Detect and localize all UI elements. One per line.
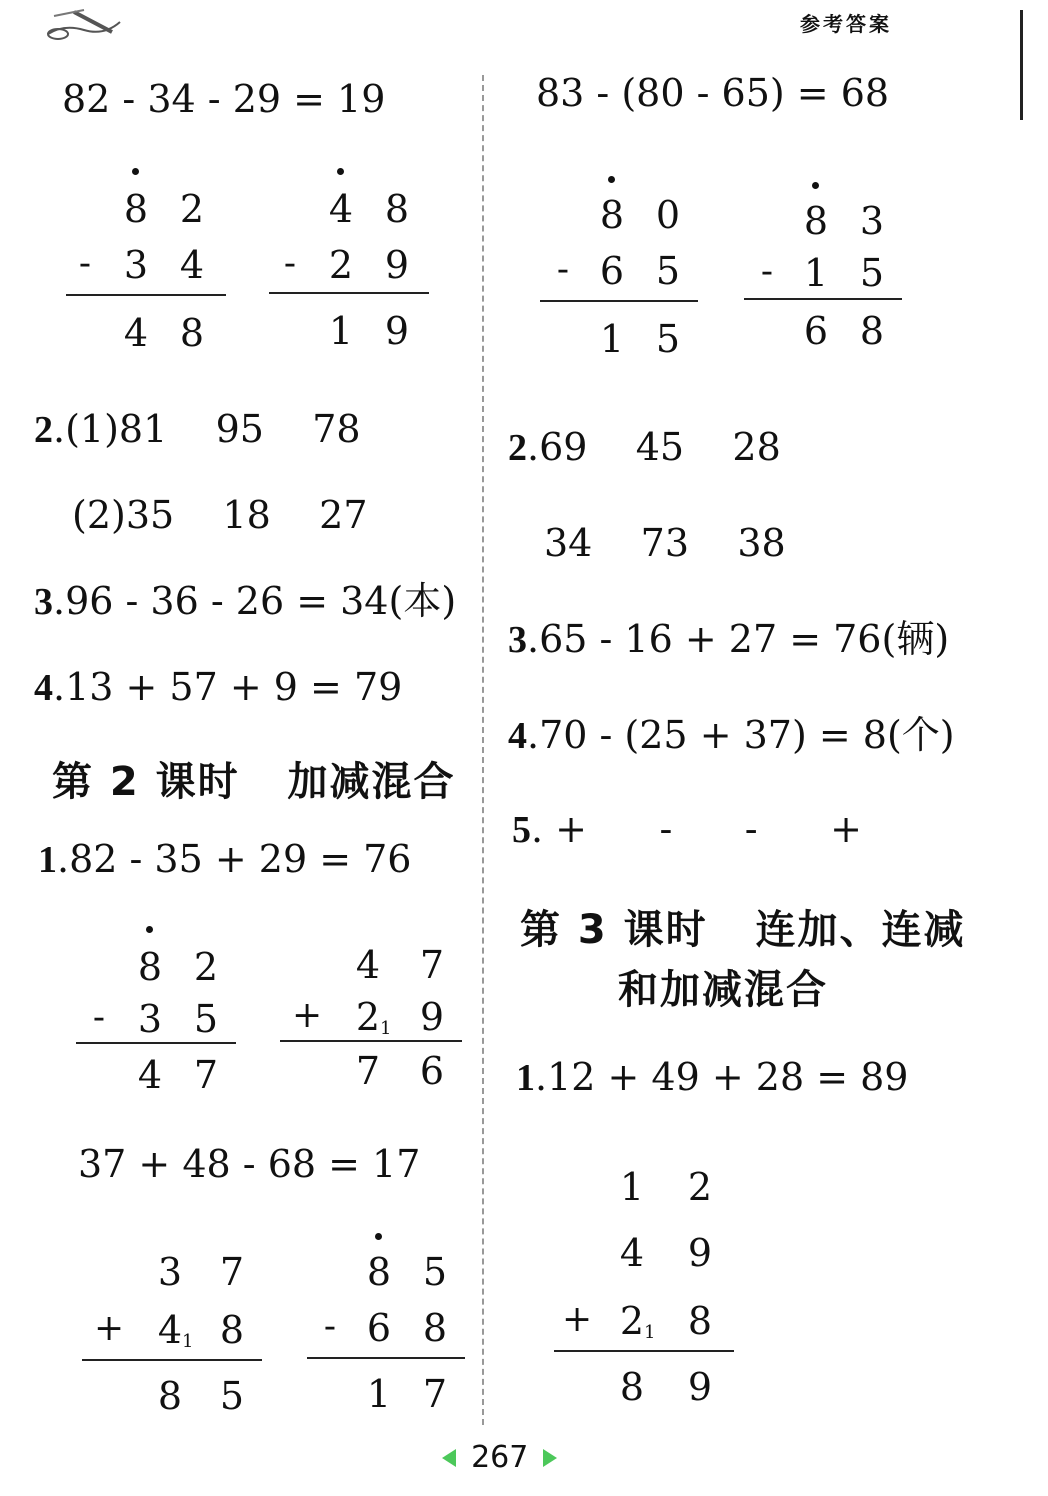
logo xyxy=(44,4,124,44)
digit: 2 xyxy=(328,243,354,287)
digit: 2 xyxy=(687,1165,713,1209)
digit: 5 xyxy=(655,249,681,293)
vertical-calc xyxy=(742,168,912,368)
digit: 8 xyxy=(366,1250,392,1294)
question-4 xyxy=(508,713,955,757)
question-2-part-2: (2)35 18 27 xyxy=(72,493,368,537)
digit: 9 xyxy=(687,1365,713,1409)
digit: 3 xyxy=(157,1250,183,1294)
lesson-3-question-1 xyxy=(516,1055,909,1099)
question-number: 4 xyxy=(34,667,53,709)
digit: 4 xyxy=(619,1231,645,1275)
answer-text: .65 - 16 + 27 = 76(辆) xyxy=(527,617,950,661)
result-line xyxy=(66,294,226,296)
digit: 8 xyxy=(687,1299,713,1343)
operator: - xyxy=(283,243,297,284)
digit: 4 xyxy=(137,1053,163,1097)
digit: 6 xyxy=(599,249,625,293)
digit: 8 xyxy=(219,1308,245,1352)
digit: 2 xyxy=(193,945,219,989)
digit: 4 xyxy=(328,187,354,231)
notebook-pencil-icon xyxy=(44,4,124,44)
question-number: 4 xyxy=(508,715,527,757)
answer-text: .12 + 49 + 28 = 89 xyxy=(535,1055,909,1099)
answer-text: . + - - + xyxy=(531,807,862,851)
result-line xyxy=(540,300,698,302)
operator: - xyxy=(556,249,570,290)
question-number: 2 xyxy=(508,427,527,469)
vertical-calc xyxy=(60,160,230,360)
operator: - xyxy=(78,243,92,284)
vertical-calc xyxy=(305,1225,475,1425)
digit: 2 xyxy=(179,187,205,231)
lesson-3-title-line-2: 和加减混合 xyxy=(618,967,828,1013)
operator: - xyxy=(92,997,106,1038)
answer-text: .69 45 28 xyxy=(527,425,781,469)
digit: 8 xyxy=(859,309,885,353)
digit: 3 xyxy=(123,243,149,287)
question-3 xyxy=(34,579,457,623)
digit: 0 xyxy=(655,193,681,237)
question-2-row-2: 34 73 38 xyxy=(544,521,786,565)
question-5 xyxy=(512,807,862,851)
digit: 1 xyxy=(599,317,625,361)
operator: - xyxy=(323,1306,337,1347)
borrow-dot xyxy=(608,176,615,183)
prev-arrow-icon xyxy=(442,1449,456,1467)
question-number: 3 xyxy=(508,619,527,661)
digit: 8 xyxy=(123,187,149,231)
answer-text: .70 - (25 + 37) = 8(个) xyxy=(527,713,955,757)
question-number: 1 xyxy=(38,839,57,881)
left-equation-1: 82 - 34 - 29 = 19 xyxy=(62,77,386,121)
digit: 7 xyxy=(193,1053,219,1097)
digit: 4 xyxy=(157,1308,183,1352)
digit: 8 xyxy=(137,945,163,989)
question-4 xyxy=(34,665,403,709)
digit: 3 xyxy=(137,997,163,1041)
column-divider xyxy=(482,75,484,1425)
vertical-calc xyxy=(80,1225,270,1425)
vertical-calc xyxy=(552,1160,742,1410)
lesson-2-title: 第 2 课时 加减混合 xyxy=(52,759,456,805)
vertical-calc xyxy=(72,920,242,1100)
digit: 1 xyxy=(619,1165,645,1209)
digit: 8 xyxy=(384,187,410,231)
question-number: 2 xyxy=(34,409,53,451)
operator: - xyxy=(760,251,774,292)
question-3 xyxy=(508,617,950,661)
digit: 5 xyxy=(422,1250,448,1294)
borrow-dot xyxy=(146,926,153,933)
digit: 1 xyxy=(328,309,354,353)
vertical-calc xyxy=(265,160,435,360)
answer-text: .(1)81 95 78 xyxy=(53,407,361,451)
carry-digit: 1 xyxy=(380,1018,392,1039)
digit: 9 xyxy=(687,1231,713,1275)
left-equation-2: 37 + 48 - 68 = 17 xyxy=(78,1142,421,1186)
question-2 xyxy=(34,407,361,451)
digit: 7 xyxy=(355,1049,381,1093)
result-line xyxy=(269,292,429,294)
digit: 2 xyxy=(355,995,381,1039)
page-number-area xyxy=(442,1440,557,1480)
result-line xyxy=(76,1042,236,1044)
digit: 5 xyxy=(219,1374,245,1418)
carry-digit: 1 xyxy=(182,1331,194,1352)
borrow-dot xyxy=(132,168,139,175)
answer-text: .82 - 35 + 29 = 76 xyxy=(57,837,412,881)
digit: 3 xyxy=(859,199,885,243)
page-edge-bar xyxy=(1020,10,1023,120)
result-line xyxy=(744,298,902,300)
answer-text: .96 - 36 - 26 = 34(本) xyxy=(53,579,457,623)
digit: 5 xyxy=(655,317,681,361)
digit: 5 xyxy=(193,997,219,1041)
digit: 9 xyxy=(384,243,410,287)
question-number: 1 xyxy=(516,1057,535,1099)
question-2 xyxy=(508,425,781,469)
digit: 8 xyxy=(803,199,829,243)
result-line xyxy=(82,1359,262,1361)
result-line xyxy=(554,1350,734,1352)
page-number: 267 xyxy=(471,1440,529,1475)
digit: 4 xyxy=(355,943,381,987)
digit: 7 xyxy=(219,1250,245,1294)
operator: + xyxy=(292,995,323,1036)
lesson-3-title: 第 3 课时 连加、连减 xyxy=(520,907,966,953)
borrow-dot xyxy=(375,1233,382,1240)
right-equation-1: 83 - (80 - 65) = 68 xyxy=(536,71,890,115)
result-line xyxy=(307,1357,465,1359)
digit: 2 xyxy=(619,1299,645,1343)
digit: 8 xyxy=(157,1374,183,1418)
digit: 8 xyxy=(619,1365,645,1409)
operator: + xyxy=(94,1308,125,1349)
next-arrow-icon xyxy=(543,1449,557,1467)
digit: 1 xyxy=(366,1372,392,1416)
digit: 8 xyxy=(179,311,205,355)
header-title: 参考答案 xyxy=(800,12,892,36)
digit: 1 xyxy=(803,251,829,295)
digit: 9 xyxy=(384,309,410,353)
carry-digit: 1 xyxy=(644,1322,656,1343)
digit: 7 xyxy=(419,943,445,987)
vertical-calc xyxy=(276,920,466,1100)
digit: 4 xyxy=(179,243,205,287)
digit: 6 xyxy=(803,309,829,353)
digit: 6 xyxy=(419,1049,445,1093)
digit: 5 xyxy=(859,251,885,295)
question-number: 5 xyxy=(512,809,531,851)
result-line xyxy=(280,1040,462,1042)
borrow-dot xyxy=(337,168,344,175)
digit: 6 xyxy=(366,1306,392,1350)
digit: 9 xyxy=(419,995,445,1039)
digit: 8 xyxy=(422,1306,448,1350)
digit: 8 xyxy=(599,193,625,237)
vertical-calc xyxy=(538,168,708,368)
lesson-2-question-1 xyxy=(38,837,412,881)
operator: + xyxy=(562,1299,593,1340)
digit: 7 xyxy=(422,1372,448,1416)
question-number: 3 xyxy=(34,581,53,623)
digit: 4 xyxy=(123,311,149,355)
answer-text: .13 + 57 + 9 = 79 xyxy=(53,665,403,709)
borrow-dot xyxy=(812,182,819,189)
